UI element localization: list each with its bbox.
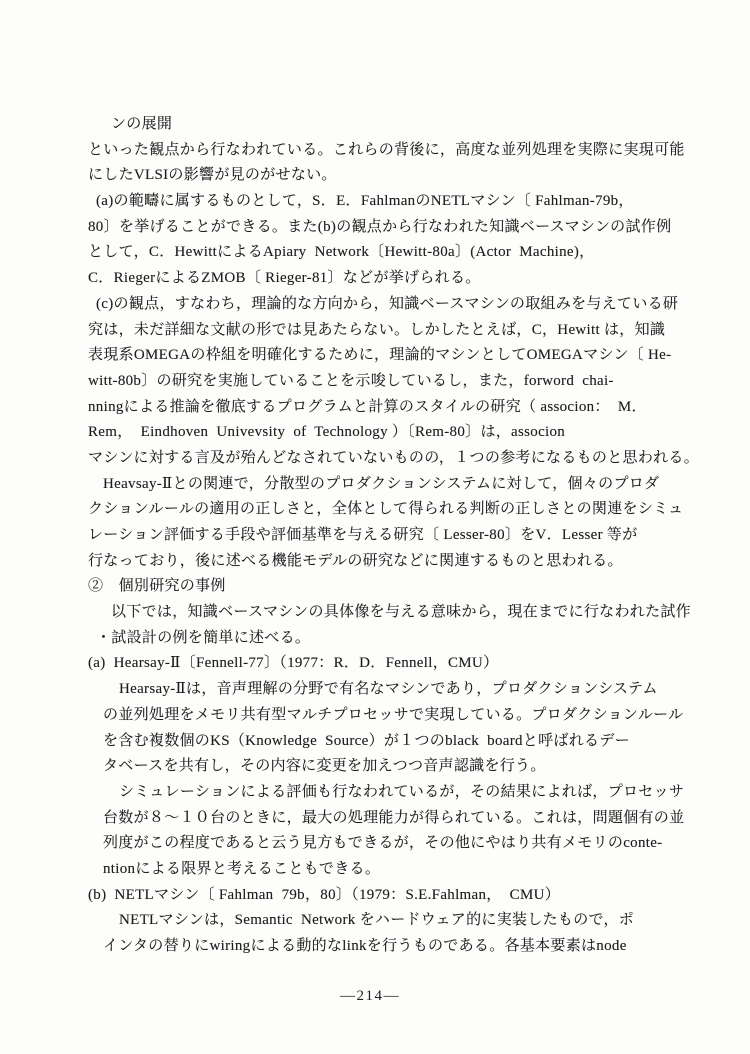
text-line: ntionによる限界と考えることもできる。 xyxy=(103,860,381,877)
text-line: 列度がこの程度であると云う見方もできるが，その他にやはり共有メモリのconte- xyxy=(103,835,663,852)
text-line: シミュレーションによる評価も行なわれているが，その結果によれば，プロセッサ xyxy=(119,783,685,800)
text-line: として，C．HewittによるApiary Network〔Hewitt-80a〕(Actor Machine)， xyxy=(88,244,595,261)
text-line: を含む複数個のKS（Knowledge Source）が１つのblack boardと呼ばれるデー xyxy=(103,732,630,749)
text-line: の並列処理をメモリ共有型マルチプロセッサで実現している。プロダクションルール xyxy=(103,706,684,723)
text-line: NETLマシンは，Semantic Network をハードウェア的に実装したもので，ポ xyxy=(119,912,635,929)
text-line: (c)の観点，すなわち，理論的な方向から，知識ベースマシンの取組みを与えている研 xyxy=(96,295,679,312)
text-line: (a)の範疇に属するものとして，S．E．FahlmanのNETLマシン〔 Fahlman-79b， xyxy=(96,193,634,210)
text-line: ンの展開 xyxy=(111,116,173,132)
item-heading-a: (a) Hearsay-Ⅱ〔Fennell-77〕（1977：R．D．Fennell，CMU） xyxy=(88,655,499,672)
text-line: 以下では，知識ベースマシンの具体像を与える意味から，現在までに行なわれた試作 xyxy=(111,604,691,621)
text-line: 台数が８〜１０台のときに，最大の処理能力が得られている。これは，問題個有の並 xyxy=(103,809,685,826)
text-line: にしたVLSIの影響が見のがせない。 xyxy=(88,167,337,184)
text-line: 80〕を挙げることができる。また(b)の観点から行なわれた知識ベースマシンの試作例 xyxy=(88,218,672,235)
text-line: 行なっており，後に述べる機能モデルの研究などに関連するものと思われる。 xyxy=(88,552,623,569)
page-number: —214— xyxy=(340,988,400,1004)
text-line: Heavsay-Ⅱとの関連で，分散型のプロダクションシステムに対して，個々のプロダ xyxy=(103,475,660,492)
page-body xyxy=(88,112,706,960)
text-line: インタの替りにwiringによる動的なlinkを行うものである。各基本要素はnode xyxy=(103,938,627,954)
text-line: Rem， Eindhoven Univevsity of Technology ）〔Rem-80〕は，associon xyxy=(88,424,566,441)
text-line: witt-80b〕の研究を実施していることを示唆しているし，また，forword chai- xyxy=(88,372,614,389)
text-line: C．RiegerによるZMOB〔 Rieger-81〕などが挙げられる。 xyxy=(88,270,481,287)
text-line: レーション評価する手段や評価基準を与える研究〔 Lesser-80〕をV．Lesser 等が xyxy=(88,527,638,543)
text-line: ・試設計の例を簡単に述べる。 xyxy=(96,629,311,646)
text-line: 究は，未だ詳細な文献の形では見あたらない。しかしたとえば，C，Hewitt は，知識 xyxy=(88,321,666,338)
text-line: Hearsay-Ⅱは，音声理解の分野で有名なマシンであり，プロダクションシステム xyxy=(119,681,658,698)
text-line: クションルールの適用の正しさと，全体として得られる判断の正しさとの関連をシミュ xyxy=(88,501,684,518)
text-line: タベースを共有し，その内容に変更を加えつつ音声認識を行う。 xyxy=(103,758,546,775)
item-heading-b: (b) NETLマシン〔 Fahlman 79b，80〕（1979：S.E.Fahlman， CMU） xyxy=(88,886,561,903)
section-heading: ② 個別研究の事例 xyxy=(88,578,226,595)
text-line: nningによる推論を徹底するプログラムと計算のスタイルの研究（ associon： M． xyxy=(88,398,647,415)
text-line: 表現系OMEGAの枠組を明確化するために，理論的マシンとしてOMEGAマシン〔 He- xyxy=(88,347,672,364)
text-line: マシンに対する言及が殆んどなされていないものの，１つの参考になるものと思われる。 xyxy=(88,449,700,466)
text-line: といった観点から行なわれている。これらの背後に，高度な並列処理を実際に実現可能 xyxy=(88,141,685,158)
